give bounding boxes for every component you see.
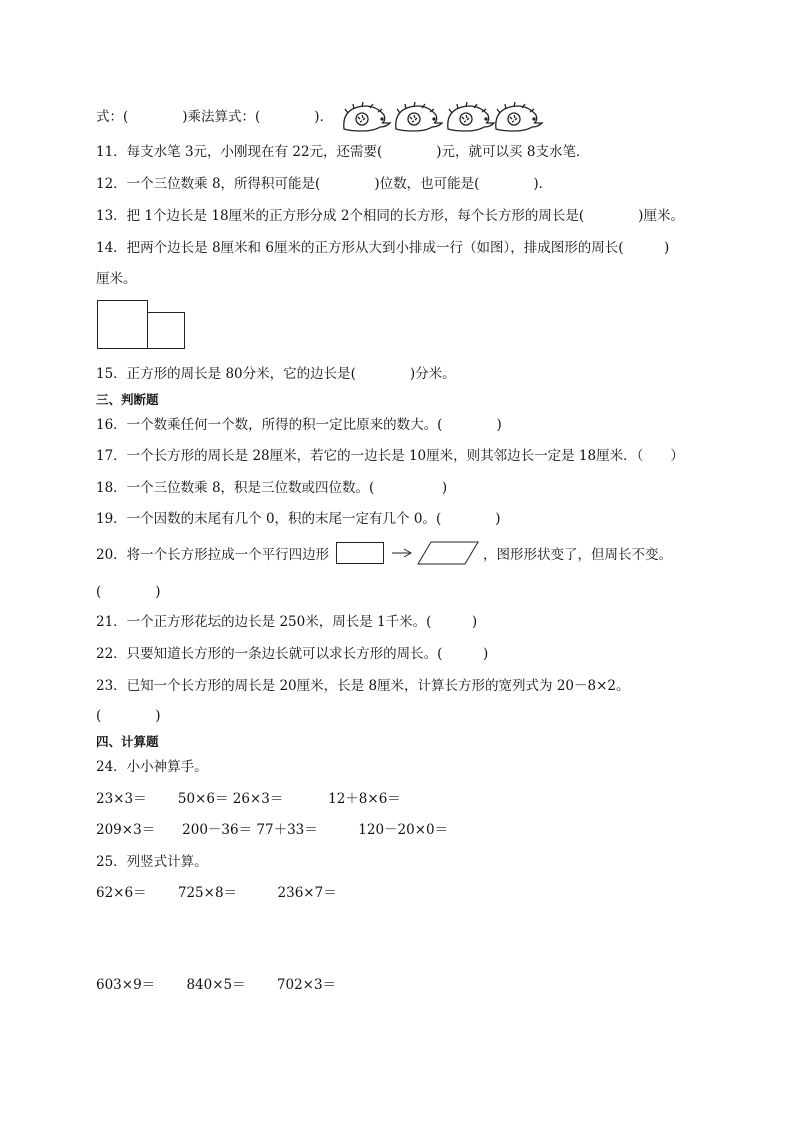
q10-continuation: 式：( )乘法算式：( )． [96, 109, 334, 125]
two-squares-figure [97, 300, 189, 352]
hedgehog-group-image [340, 101, 545, 135]
question-22: 22．只要知道长方形的一条边长就可以求长方形的周长。( ) [96, 646, 489, 662]
question-11: 11．每支水笔 3元，小刚现在有 22元，还需要( )元，就可以买 8支水笔． [96, 144, 590, 160]
question-18: 18．一个三位数乘 8，积是三位数或四位数。( ) [96, 480, 448, 496]
small-square [148, 313, 185, 349]
question-24-row-2: 209×3＝ 200－36＝ 77＋33＝ 120－20×0＝ [96, 822, 449, 838]
question-14-line1: 14．把两个边长是 8厘米和 6厘米的正方形从大到小排成一行（如图），排成图形的周长( ) [96, 240, 670, 256]
question-25-row-1: 62×6＝ 725×8＝ 236×7＝ [96, 885, 337, 901]
question-25-row-2: 603×9＝ 840×5＝ 702×3＝ [96, 977, 337, 993]
question-23-answer: ( ) [96, 708, 161, 724]
section-4-heading: 四、计算题 [96, 734, 159, 749]
question-20-answer: ( ) [96, 584, 161, 600]
section-3-heading: 三、判断题 [96, 392, 159, 407]
question-13: 13．把 1个边长是 18厘米的正方形分成 2个相同的长方形，每个长方形的周长是( )厘米。 [96, 208, 684, 224]
question-24: 24．小小神算手。 [96, 759, 208, 775]
question-23: 23．已知一个长方形的周长是 20厘米，长是 8厘米，计算长方形的宽列式为 20－8×2。 [96, 678, 630, 694]
question-15: 15．正方形的周长是 80分米，它的边长是( )分米。 [96, 366, 456, 382]
hedgehog-icon-2 [396, 102, 442, 131]
parallelogram-shape [418, 542, 478, 564]
question-17: 17．一个长方形的周长是 28厘米，若它的一边长是 10厘米，则其邻边长一定是 18厘米．（ ） [96, 448, 684, 464]
rectangle-to-parallelogram-figure [336, 540, 481, 566]
question-25: 25．列竖式计算。 [96, 854, 208, 870]
question-21: 21．一个正方形花坛的边长是 250米，周长是 1千米。( ) [96, 614, 478, 630]
hedgehog-icon-3 [448, 102, 494, 131]
question-24-row-1: 23×3＝ 50×6＝ 26×3＝ 12＋8×6＝ [96, 791, 401, 807]
question-14-line2: 厘米。 [96, 271, 137, 287]
hedgehog-icon-1 [344, 102, 390, 131]
rectangle-shape [337, 543, 384, 564]
question-12: 12．一个三位数乘 8，所得积可能是( )位数，也可能是( )． [96, 176, 553, 192]
question-16: 16．一个数乘任何一个数，所得的积一定比原来的数大。( ) [96, 417, 502, 433]
question-20-text-start: 20．将一个长方形拉成一个平行四边形 [96, 547, 330, 563]
large-square [98, 301, 148, 349]
question-19: 19．一个因数的末尾有几个 0，积的末尾一定有几个 0。( ) [96, 511, 501, 527]
hedgehog-icon-4 [496, 102, 542, 131]
question-20-text-end: ，图形形状变了，但周长不变。 [483, 547, 672, 563]
